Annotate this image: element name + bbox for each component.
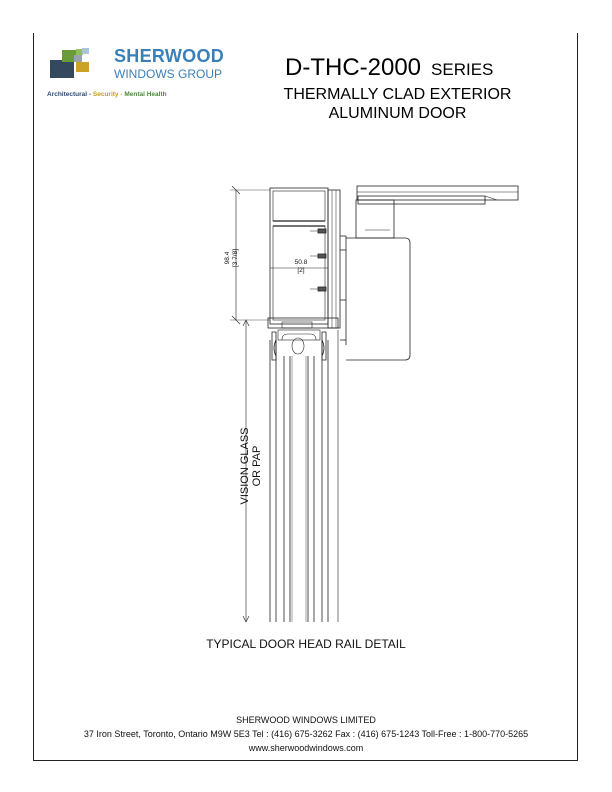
series-label: SERIES (431, 60, 494, 79)
weatherstrip-gasket (292, 338, 304, 354)
glass-label-line2: OR PAP (251, 445, 263, 487)
door-stop (268, 318, 338, 328)
glass-label-line1: VISION GLASS (239, 427, 251, 505)
width-dim-mm: 50.8 (294, 259, 308, 266)
glass-label (239, 411, 263, 521)
tagline-mental-health: Mental Health (124, 91, 167, 98)
tagline-architectural: Architectural (47, 91, 88, 98)
width-dim-in: [2] (297, 267, 305, 274)
door-closer-body (346, 238, 410, 360)
fastener-bottom (318, 287, 326, 291)
title-line-3: ALUMINUM DOOR (328, 105, 467, 122)
thermal-clad-strip (328, 190, 340, 328)
detail-caption: TYPICAL DOOR HEAD RAIL DETAIL (206, 637, 406, 651)
footer-company-name: SHERWOOD WINDOWS LIMITED (236, 715, 376, 725)
tagline-separator-2: - (118, 91, 125, 98)
title-line-2: THERMALLY CLAD EXTERIOR (283, 86, 512, 103)
tagline-security: Security (92, 91, 119, 98)
height-dimension-text (224, 238, 240, 278)
company-name-line2: WINDOWS GROUP (114, 67, 222, 81)
closer-arm-track (357, 186, 518, 200)
fastener-top (318, 229, 326, 233)
footer-contact-line: 37 Iron Street, Toronto, Ontario M9W 5E3 Tel : (416) 675-3262 Fax : (416) 675-1243 Toll-Free : 1-800-770-5265 (83, 729, 529, 739)
fastener-middle (318, 254, 326, 258)
tagline-separator-1: - (87, 91, 93, 98)
width-dimension-text (286, 259, 316, 275)
footer-website: www.sherwoodwindows.com (248, 743, 364, 753)
company-name-line1: SHERWOOD (114, 46, 225, 66)
height-dim-mm: 98.4 (224, 251, 231, 265)
height-dim-in: [3 7/8] (232, 248, 239, 268)
model-number: D-THC-2000 (285, 54, 422, 81)
closer-bracket (356, 200, 394, 238)
